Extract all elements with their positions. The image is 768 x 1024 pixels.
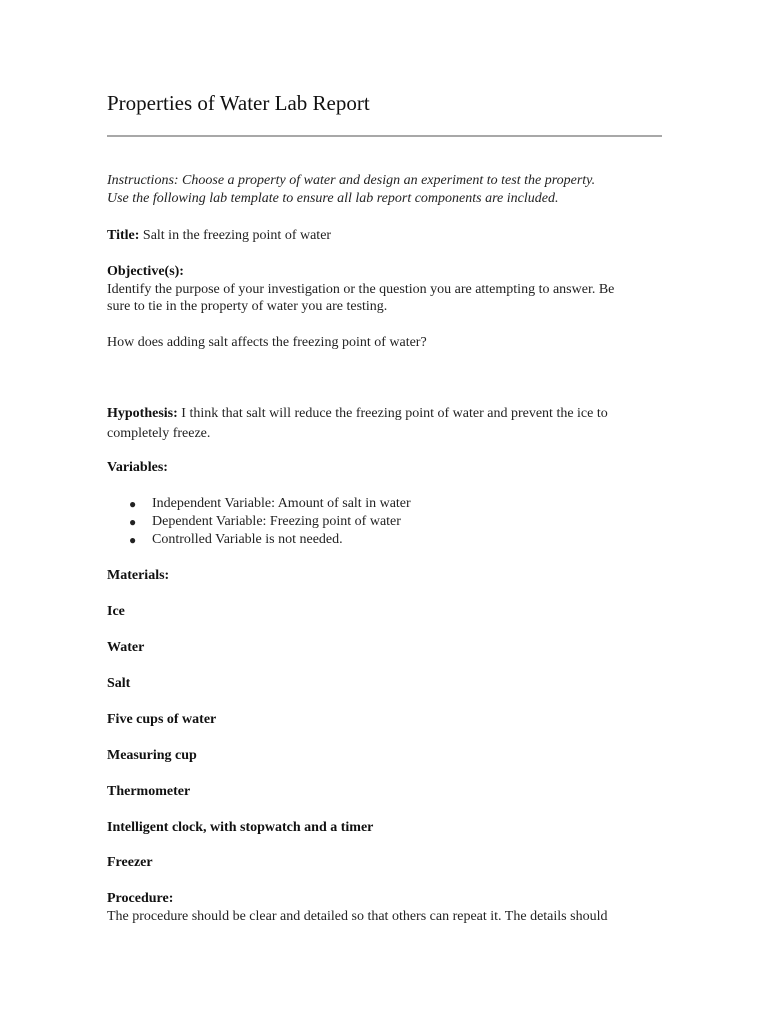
material-item: Water <box>107 640 145 655</box>
list-item <box>107 513 411 531</box>
hypothesis-line-1 <box>107 405 608 423</box>
procedure-heading: Procedure: <box>107 891 174 906</box>
material-item: Measuring cup <box>107 748 197 763</box>
material-item: Intelligent clock, with stopwatch and a timer <box>107 820 374 835</box>
list-item <box>107 495 411 513</box>
title-field-label: Title: <box>107 228 140 243</box>
hypothesis-label: Hypothesis: <box>107 406 178 421</box>
variables-list <box>107 495 411 549</box>
document-title: Properties of Water Lab Report <box>107 91 370 115</box>
instructions-line-2: Use the following lab template to ensure all lab report components are included. <box>107 191 559 206</box>
objectives-question: How does adding salt affects the freezing point of water? <box>107 335 427 350</box>
title-divider <box>107 135 662 137</box>
materials-heading: Materials: <box>107 568 170 583</box>
material-item: Thermometer <box>107 784 191 799</box>
list-item <box>107 531 411 549</box>
hypothesis-line-2: completely freeze. <box>107 426 211 441</box>
material-item: Freezer <box>107 855 153 870</box>
bullet-icon: ● <box>129 533 137 547</box>
variable-item: Dependent Variable: Freezing point of water <box>152 514 401 529</box>
material-item: Ice <box>107 604 125 619</box>
variable-item: Independent Variable: Amount of salt in water <box>152 496 411 511</box>
material-item: Salt <box>107 676 131 691</box>
material-item: Five cups of water <box>107 712 217 727</box>
hypothesis-text: I think that salt will reduce the freezing point of water and prevent the ice to <box>177 406 608 421</box>
procedure-line-1: The procedure should be clear and detailed so that others can repeat it. The details should <box>107 909 608 924</box>
title-field-value: Salt in the freezing point of water <box>139 228 332 243</box>
instructions-line-1: Instructions: Choose a property of water and design an experiment to test the property. <box>107 173 596 188</box>
objectives-line-2: sure to tie in the property of water you are testing. <box>107 299 388 314</box>
bullet-icon: ● <box>129 515 137 529</box>
objectives-heading: Objective(s): <box>107 264 184 279</box>
title-field <box>107 227 331 245</box>
variable-item: Controlled Variable is not needed. <box>152 532 343 547</box>
bullet-icon: ● <box>129 497 137 511</box>
variables-heading: Variables: <box>107 460 168 475</box>
objectives-line-1: Identify the purpose of your investigation or the question you are attempting to answer. Be <box>107 282 615 297</box>
